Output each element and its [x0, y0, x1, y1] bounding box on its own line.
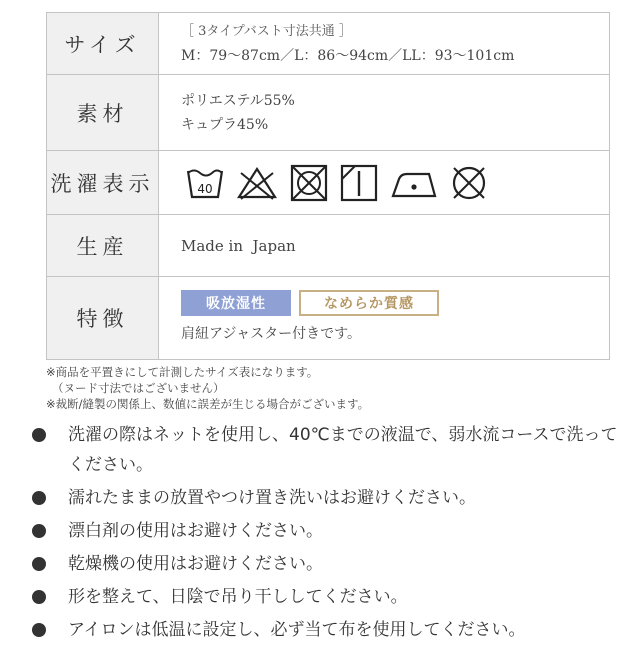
material-cell	[159, 75, 609, 150]
origin-cell	[159, 215, 609, 276]
badge-moisture: 吸放湿性	[181, 290, 291, 316]
bullet-icon	[32, 557, 46, 571]
washing-label: 洗濯表示	[47, 151, 159, 214]
size-cell	[159, 13, 609, 74]
no-tumble-dry-icon	[289, 163, 329, 203]
low-iron-icon	[389, 163, 439, 203]
size-note: ［ 3タイプバスト寸法共通 ］	[181, 23, 352, 39]
list-item	[30, 549, 630, 579]
note-line-2: （ヌード寸法ではございません）	[52, 381, 225, 395]
list-item	[30, 615, 630, 645]
no-dry-clean-icon	[449, 163, 489, 203]
bullet-icon	[32, 623, 46, 637]
list-item	[30, 516, 630, 546]
bullet-icon	[32, 590, 46, 604]
row-size	[47, 13, 609, 75]
origin-value: Made in Japan	[181, 236, 296, 255]
care-text: アイロンは低温に設定し、必ず当て布を使用してください。	[68, 620, 526, 640]
bullet-icon	[32, 491, 46, 505]
care-text: 乾燥機の使用はお避けください。	[68, 554, 323, 574]
row-origin	[47, 215, 609, 277]
care-text: 濡れたままの放置やつけ置き洗いはお避けください。	[68, 488, 476, 508]
bullet-icon	[32, 428, 46, 442]
note-line-1: ※商品を平置きにして計測したサイズ表になります。	[46, 365, 319, 379]
features-text: 肩紐アジャスター付きです。	[181, 326, 362, 342]
no-bleach-icon	[235, 163, 279, 203]
features-label: 特徴	[47, 277, 159, 359]
washing-icons	[159, 151, 609, 214]
wash-temp-label: 40	[197, 181, 213, 196]
list-item	[30, 582, 630, 612]
badge-smooth: なめらか質感	[299, 290, 439, 316]
row-washing	[47, 151, 609, 215]
row-material	[47, 75, 609, 151]
care-instructions	[30, 420, 630, 648]
size-label: サイズ	[47, 13, 159, 74]
care-text: 洗濯の際はネットを使用し、40℃までの液温で、弱水流コースで洗ってください。	[68, 425, 618, 475]
material-line-2: キュプラ45%	[181, 116, 269, 133]
size-notes	[46, 364, 369, 412]
bullet-icon	[32, 524, 46, 538]
features-cell	[159, 277, 609, 359]
spec-table	[46, 12, 610, 360]
feature-badges	[181, 290, 609, 316]
row-features	[47, 277, 609, 359]
material-line-1: ポリエステル55%	[181, 92, 295, 109]
list-item	[30, 483, 630, 513]
care-text: 漂白剤の使用はお避けください。	[68, 521, 323, 541]
material-label: 素材	[47, 75, 159, 150]
list-item	[30, 420, 630, 480]
wash-40-icon	[185, 163, 225, 203]
care-text: 形を整えて、日陰で吊り干ししてください。	[68, 587, 408, 607]
line-dry-shade-icon	[339, 163, 379, 203]
size-values: M：79〜87cm／L：86〜94cm／LL：93〜101cm	[181, 47, 515, 64]
origin-label: 生産	[47, 215, 159, 276]
note-line-3: ※裁断/縫製の関係上、数値に誤差が生じる場合がございます。	[46, 397, 370, 411]
